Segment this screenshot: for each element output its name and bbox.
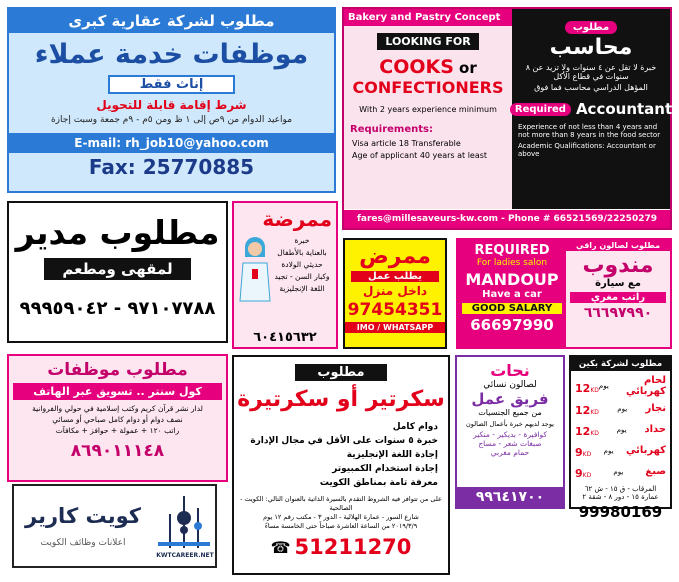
job-title: نجار bbox=[645, 403, 666, 414]
ad2-accountant: Accountant bbox=[575, 100, 673, 118]
ad2-requirements-title: Requirements: bbox=[350, 124, 433, 135]
ad-bakery bbox=[342, 7, 672, 230]
job-pay bbox=[575, 441, 591, 460]
ad2-cooks: COOKS bbox=[379, 56, 454, 78]
phone-icon: ☎ bbox=[270, 537, 291, 557]
ad10-addr1: المرقاب - ق ١٥ - ش ٦٢ bbox=[584, 485, 657, 493]
ad5-sub2: داخل منزل bbox=[362, 284, 427, 298]
ad9-sub: لصالون نسائي bbox=[483, 380, 537, 390]
job-pay bbox=[575, 420, 599, 439]
job-pay-value: 9 bbox=[575, 467, 583, 480]
ad8-title: سكرتير أو سكرتيرة bbox=[237, 387, 445, 412]
ad6-required: REQUIRED bbox=[474, 243, 550, 258]
ad6-ar-phone: ٦٦٦٩٧٩٩٠ bbox=[583, 305, 653, 321]
job-pay-value: 12 bbox=[575, 404, 591, 417]
ad4-l1: خبرة bbox=[294, 236, 310, 245]
ad9-l1: كوافيرة - بديكير - منكير bbox=[473, 430, 547, 439]
ad1-fax: Fax: 25770885 bbox=[88, 155, 255, 179]
ad6-ar-title: مندوب bbox=[582, 253, 654, 278]
ad6-ar-salary: راتب مغري bbox=[570, 292, 666, 303]
ad2-req2: Age of applicant 40 years at least bbox=[352, 151, 488, 160]
ad5-phone: 97454351 bbox=[347, 300, 443, 320]
job-pay-unit: KD bbox=[590, 386, 599, 394]
ad10-addr2: عمارة ١٥ - دور ٨ - شقة ٢ bbox=[582, 493, 659, 501]
job-pay-unit: KD bbox=[590, 430, 599, 437]
job-pay-unit: KD bbox=[582, 451, 592, 458]
ad8-l1: دوام كامل bbox=[392, 422, 438, 432]
ad7-l1: لدار نشر قرآن كريم وكتب إسلامية في حولي والفروانية bbox=[32, 404, 203, 413]
ad1-hours: مواعيد الدوام من ٩ص إلى ١ ظ ومن ٥م - ٩م جمعة وسبت إجازة bbox=[50, 115, 293, 125]
logo-url: KWTCAREER.NET bbox=[156, 552, 214, 559]
kuwait-towers-icon bbox=[154, 492, 214, 552]
ad4-title: ممرضة bbox=[262, 207, 332, 231]
ad2-wanted: مطلوب bbox=[565, 21, 617, 34]
job-pay-unit: KD bbox=[582, 472, 592, 479]
ad9-title: نحات bbox=[490, 361, 530, 380]
ad-call-center bbox=[7, 354, 228, 482]
ad-beauty-salon bbox=[455, 355, 565, 509]
job-period: يوم bbox=[598, 382, 609, 390]
ad8-l5: معرفة تامة بمناطق الكويت bbox=[319, 478, 438, 488]
ad9-team: فريق عمل bbox=[471, 390, 549, 408]
logo-tagline: اعلانات وظائف الكويت bbox=[40, 538, 126, 548]
job-title: كهربائي bbox=[625, 445, 666, 456]
ad9-l3: حمام مغربي bbox=[490, 448, 530, 457]
ad5-title: ممرض bbox=[359, 244, 431, 269]
ad4-l5: اللغة الإنجليزية bbox=[279, 284, 325, 293]
ad2-req1: Visa article 18 Transferable bbox=[352, 139, 461, 148]
job-row bbox=[571, 441, 670, 460]
nurse-figure-icon bbox=[238, 233, 272, 303]
ad-secretary bbox=[232, 355, 450, 575]
ad8-l2: خبرة ٥ سنوات على الأقل في مجال الإدارة bbox=[250, 436, 438, 446]
ad-customer-service bbox=[7, 7, 336, 193]
ad4-l2: بالعناية بالأطفال bbox=[277, 248, 327, 257]
ad2-ar1: خبرة لا تقل عن ٤ سنوات ولا تزيد عن ٨ سنوات في قطاع الأكل bbox=[525, 63, 657, 81]
ad9-phone: ٩٩٦٤١٧٠٠ bbox=[457, 487, 563, 507]
ad2-en1: Experience of not less than 4 years and not more than 8 years in the food sector bbox=[518, 123, 661, 139]
ad6-for: For ladies salon bbox=[476, 258, 548, 268]
ad6-mandoup: MANDOUP bbox=[465, 270, 559, 289]
ad6-salary: GOOD SALARY bbox=[462, 303, 562, 314]
ad6-car: Have a car bbox=[482, 289, 542, 300]
ad9-note: يوجد لديهم خبرة بأعمال الصالون bbox=[465, 420, 554, 428]
job-title: لحام كهربائي bbox=[625, 375, 666, 397]
job-pay bbox=[575, 377, 599, 396]
ad6-phone: 66697990 bbox=[470, 316, 554, 334]
ad8-l3: إجادة اللغة الإنجليزية bbox=[346, 450, 438, 460]
ad8-phone: 51211270 bbox=[294, 535, 412, 559]
ad4-l3: حديثي الولادة bbox=[281, 260, 323, 269]
job-pay-value: 12 bbox=[575, 425, 591, 438]
ad7-sub: كول سنتر .. تسويق عبر الهاتف bbox=[13, 383, 222, 400]
ad6-ar-car: مع سيارة bbox=[595, 278, 641, 289]
ad-female-nurse bbox=[232, 201, 338, 349]
job-row bbox=[571, 420, 670, 439]
ad10-header: مطلوب لشركة بكين bbox=[571, 357, 670, 371]
ad8-l4: إجادة استخدام الكمبيوتر bbox=[332, 464, 438, 474]
ad-mandoup bbox=[456, 238, 672, 349]
job-pay bbox=[575, 462, 591, 481]
ad-beijing-company bbox=[569, 355, 672, 521]
job-period: يوم bbox=[603, 446, 614, 455]
job-period: يوم bbox=[617, 404, 628, 413]
ad2-experience: With 2 years experience minimum bbox=[359, 105, 497, 114]
ad4-l4: وكبار السن - تجيد bbox=[274, 272, 330, 281]
ad2-or: or bbox=[459, 59, 477, 77]
kuwait-career-logo bbox=[12, 484, 217, 568]
ad2-confectioners: CONFECTIONERS bbox=[352, 78, 504, 97]
ad-male-nurse bbox=[343, 238, 447, 349]
logo-name: كويت كارير bbox=[25, 504, 141, 528]
job-title: حداد bbox=[644, 424, 666, 435]
job-row bbox=[571, 399, 670, 418]
job-period: يوم bbox=[613, 467, 624, 476]
ad2-ar2: المؤهل الدراسي محاسب فما فوق bbox=[534, 83, 648, 92]
ad2-required: Required bbox=[510, 103, 571, 116]
job-pay-value: 12 bbox=[575, 381, 591, 395]
ad2-contact: fares@millesaveurs-kw.com - Phone # 66521569/22250279 bbox=[344, 210, 670, 228]
ad8-f1: على من تتوافر فيه الشروط التقدم بالسيرة الذاتية بالعنوان التالي: الكويت - الصالحية bbox=[240, 495, 442, 512]
ad2-en2: Academic Qualifications: Accountant or above bbox=[518, 142, 656, 158]
job-period: يوم bbox=[616, 425, 627, 434]
ad2-concept: Bakery and Pastry Concept bbox=[344, 9, 512, 26]
ad10-phone: 99980169 bbox=[578, 503, 663, 521]
job-pay-value: 9 bbox=[575, 446, 583, 459]
ad1-condition: شرط إقامة قابلة للتحويل bbox=[96, 98, 247, 112]
ad2-accountant-ar: محاسب bbox=[549, 35, 633, 60]
ad10-rows bbox=[571, 375, 670, 481]
ad8-f3: ٢٠١٩/٣/٩ من الساعة العاشرة صباحاً حتى الخامسة مساءً bbox=[264, 522, 418, 530]
job-pay-unit: KD bbox=[590, 409, 599, 416]
ad3-sub: لمقهى ومطعم bbox=[44, 258, 190, 280]
job-pay bbox=[575, 399, 599, 418]
ad6-ar-head: مطلوب لصالون راقي bbox=[566, 240, 670, 251]
ad-manager bbox=[7, 201, 228, 343]
ad1-title: موظفات خدمة عملاء bbox=[34, 39, 309, 70]
ad2-looking: LOOKING FOR bbox=[377, 33, 478, 50]
ad4-phone: ٦٠٤١٥٦٣٢ bbox=[253, 330, 317, 345]
ad7-l3: راتب ١٢٠ + عمولة + حوافز + مكافآت bbox=[55, 426, 180, 435]
ad7-l2: نصف دوام أو دوام كامل صباحي أو مسائي bbox=[52, 415, 183, 424]
ad7-title: مطلوب موظفات bbox=[47, 360, 188, 380]
ad9-l2: صبغات شعر - مساج bbox=[478, 439, 542, 448]
job-row bbox=[571, 375, 670, 397]
ad8-wanted: مطلوب bbox=[295, 364, 386, 381]
ad7-phone: ٨٦٩٠١١١٤٨ bbox=[70, 441, 165, 461]
ad5-tag: IMO / WHATSAPP bbox=[345, 322, 445, 333]
ad3-phone: ٩٧١٠٧٧٨٨ - ٩٩٩٥٩٠٤٢ bbox=[19, 298, 216, 319]
ad1-email: E-mail: rh_job10@yahoo.com bbox=[9, 133, 334, 153]
ad1-sub: إناث فقط bbox=[108, 75, 236, 94]
job-row bbox=[571, 462, 670, 481]
ad3-title: مطلوب مدير bbox=[15, 213, 220, 252]
ad5-sub: يطلب عمل bbox=[351, 271, 439, 282]
ad8-f2: شارع السور - عمارة الهلالية - الدور ٣ - مكتب رقم ١٢ يوم bbox=[263, 513, 419, 521]
ad9-all: من جميع الجنسيات bbox=[478, 408, 542, 417]
ad1-header: مطلوب لشركة عقارية كبرى bbox=[9, 9, 334, 33]
job-title: صبغ bbox=[645, 466, 666, 477]
